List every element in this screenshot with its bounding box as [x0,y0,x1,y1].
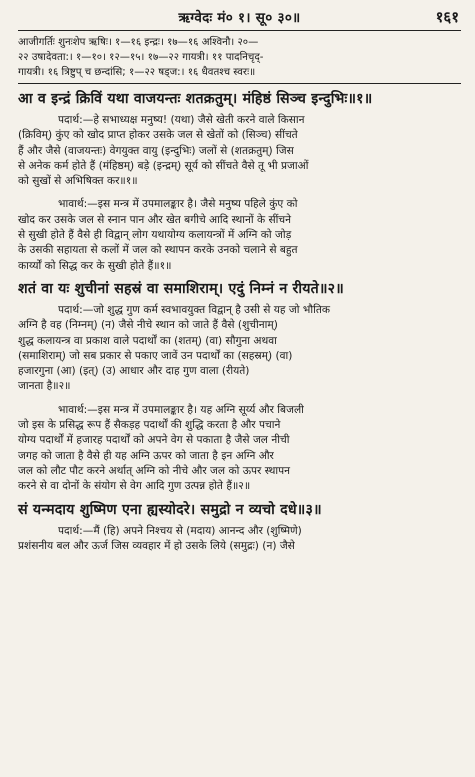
running-title: ऋग्वेदः मं० १। सू० ३०॥ [178,10,301,26]
text-line: खोद कर उसके जल से स्नान पान और खेत बगीचे आदि स्थानों के सींचने [18,213,292,226]
sukta-metadata [18,35,461,80]
mantra-3: सं यन्मदाय शुष्मिण एना ह्यस्योदरे। समुद्रो न व्यचो दधे॥३॥ [18,501,322,518]
bhavartha-2 [18,403,461,495]
text-line: प्रशंसनीय बल और ऊर्ज जिस व्यवहार में हो उसके लिये (समुद्रः) (न) जैसे [18,539,295,552]
text-line: को सुखों से अभिषिक्त कर॥१॥ [18,175,138,188]
text-line: योग्य पदार्थों में हजारह पदार्थों को अपने वेग से पकाता है जैसे जल नीची [18,434,290,447]
text-line: से अनेक कर्म होते हैं (मंहिष्ठम्) बड़े (इन्द्रम्) सूर्य को सींचते वैसे तू भी प्रजाओं [18,159,309,172]
divider-rule [18,83,461,84]
padartha-2 [18,303,461,395]
meta-line: गायत्री। १६ त्रिष्टुप् च छन्दांसि; १—२२ षड्ज:। १६ धैवतश्च स्वरः॥ [18,67,256,78]
text-line: (क्रिविम्) कुंए को खोद प्राप्त होकर उसके जल से खेतों को (सिञ्च) सींचते [18,129,298,142]
text-line: हजारगुना (आ) (इत्) (उ) आधार और दाह गुण वाला (रीयते) [18,365,250,378]
text-line: जानता है॥२॥ [18,380,71,393]
text-line: भावार्थ:—इस मन्त्र में उपमालङ्कार है। यह अग्नि सूर्य्य और बिजली [58,403,304,416]
page-header [18,6,461,31]
text-line: जगह को जाता है वैसे ही यह अग्नि ऊपर को जाता है इन अग्नि और [18,449,274,462]
text-line: कार्य्यों को सिद्ध कर के सुखी होते हैं॥१॥ [18,259,172,272]
text-line: हैं और जैसे (वाजयन्तः) वेगयुक्त वायु (इन्दुभिः) जलों से (शतक्रतुम्) जिस [18,144,294,157]
meta-line: २२ उषादेवता:। १—१०। १२—१५। १७—२२ गायत्री। ११ पादनिचृद्- [18,52,264,63]
padartha-3 [18,524,461,555]
text-line: से सुखी होते हैं वैसे ही विद्वान् लोग यथायोग्य कलायन्त्रों में अग्नि को जोड़ [18,229,292,242]
padartha-1 [18,113,461,189]
text-line: पदार्थ:—जो शुद्ध गुण कर्म स्वभावयुक्त विद्वान् है उसी से यह जो भौतिक [58,303,331,316]
mantra-1: आ व इन्द्रं क्रिविं यथा वाजयन्तः शतक्रतुम्। मंहिष्ठं सिञ्च इन्दुभिः॥१॥ [18,91,373,107]
text-line: पदार्थ:—हे सभाध्यक्ष मनुष्य! (यथा) जैसे खेती करने वाले किसान [58,114,305,126]
text-line: जो इस के प्रसिद्ध रूप हैं सैकड़ह पदार्थों की शुद्धि करता है और पचाने [18,419,281,432]
text-line: जल को लौट पौट करने अर्थात् अग्नि को नीचे और जल को ऊपर स्थापन [18,464,291,477]
text-line: अग्नि है वह (निम्नम्) (न) जैसे नीचे स्थान को जाते हैं वैसे (शुचीनाम्) [18,319,278,332]
text-line: पदार्थ:—मैं (हि) अपने निश्चय से (मदाय) आनन्द और (शुष्मिणे) [58,524,302,537]
text-line: करने से वा दोनों के संयोग से वेग आदि गुण उत्पन्न होते हैं॥२॥ [18,480,251,493]
text-line: (समाशिराम्) जो सब प्रकार से पकाए जावें उन पदार्थों का (सहस्रम्) (वा) [18,349,293,362]
text-line: के उसकी सहायता से कलों में जल को स्थापन करके उनको चलाने से बहुत [18,244,298,257]
text-line: भावार्थ:—इस मन्त्र में उपमालङ्कार है। जैसे मनुष्य पहिले कुंए को [58,198,298,211]
page-number: १६१ [435,8,459,26]
bhavartha-1 [18,197,461,273]
mantra-2: शतं वा यः शुचीनां सहस्रं वा समाशिराम्। एदुं निम्नं न रीयते॥२॥ [18,280,344,297]
text-line: शुद्ध कलायन्त्र वा प्रकाश वाले पदार्थों का (शतम्) (वा) सौगुना अथवा [18,334,277,347]
meta-line: आजीगर्तिः शुनःशेप ऋषिः। १—१६ इन्द्रः। १७—१६ अश्विनौ। २०— [18,37,259,48]
